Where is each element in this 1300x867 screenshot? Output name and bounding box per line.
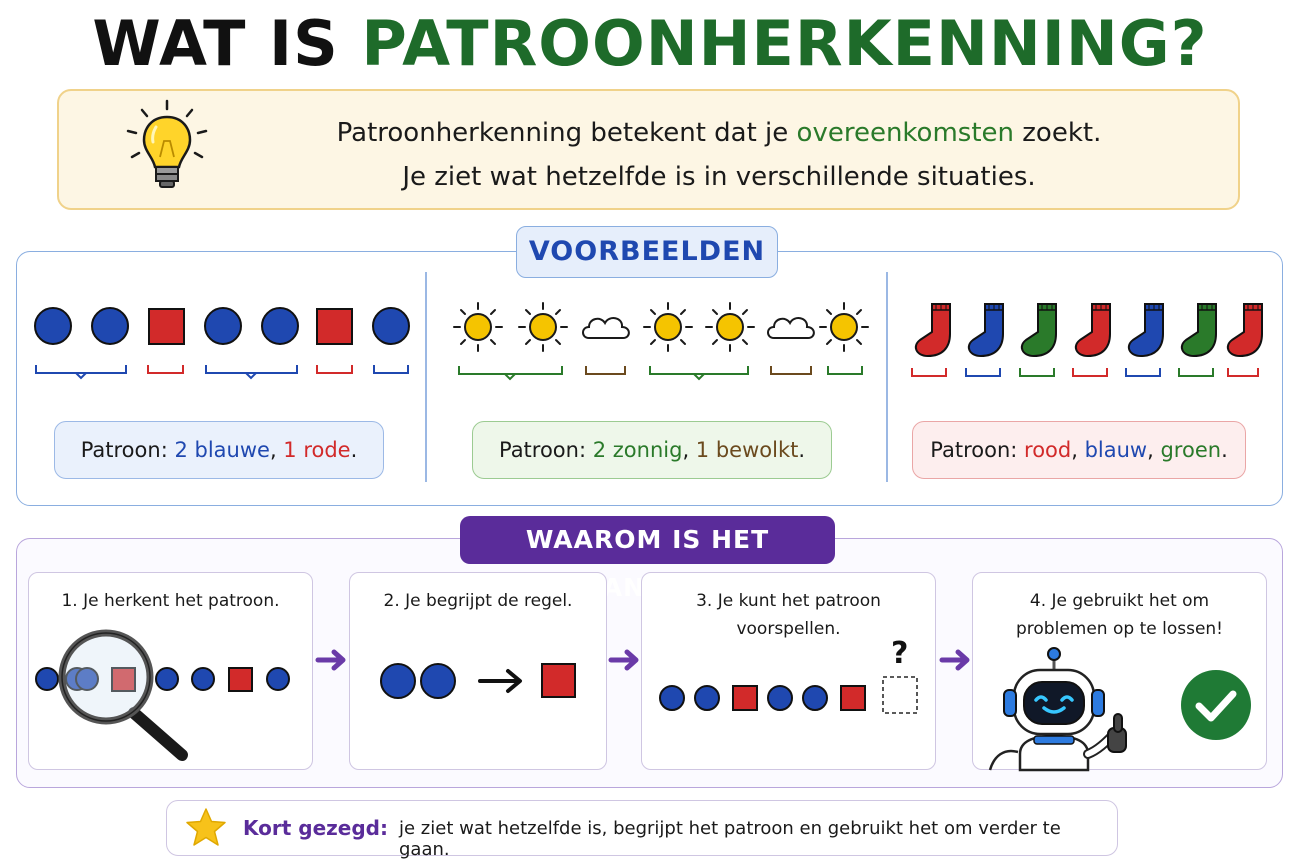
sun-icon — [644, 303, 692, 351]
definition-line-1-start: Patroonherkenning betekent dat je — [336, 118, 797, 148]
summary-label: Kort gezegd: — [243, 816, 388, 840]
pattern-prefix: Patroon: — [80, 438, 175, 462]
pattern-separator: , — [1147, 438, 1161, 462]
blue-circle — [373, 308, 409, 344]
definition-highlight: overeenkomsten — [796, 118, 1015, 148]
step-3-line-1: 3. Je kunt het patroon — [696, 591, 881, 611]
sock-icon — [969, 304, 1003, 356]
step-4-line-1: 4. Je gebruikt het om — [1029, 591, 1210, 611]
definition-line-1 — [259, 111, 1179, 155]
step-3-line-2: voorspellen. — [736, 619, 841, 639]
step-2-text — [350, 587, 606, 615]
sock-icon — [1228, 304, 1262, 356]
arrow-right-icon — [480, 671, 520, 691]
step-3-illustration — [658, 680, 928, 718]
pattern-cloudy-count: 1 bewolkt — [695, 438, 799, 462]
step-3-text — [642, 587, 935, 643]
weather-sequence — [450, 298, 870, 388]
pattern-prefix: Patroon: — [930, 438, 1025, 462]
sock-icon — [1129, 304, 1163, 356]
pattern-end: . — [1221, 438, 1228, 462]
pattern-blue: blauw — [1084, 438, 1148, 462]
pattern-label-shapes — [54, 421, 384, 479]
arrow-right-icon — [316, 648, 348, 672]
pattern-end: . — [798, 438, 806, 462]
shape-sequence — [30, 305, 420, 385]
sock-icon — [1076, 304, 1110, 356]
question-mark: ? — [891, 636, 909, 671]
summary-text: je ziet wat hetzelfde is, begrijpt het patroon en gebruikt het om verder te gaan. — [399, 818, 1061, 860]
pattern-end: . — [350, 438, 358, 462]
step-4-line-2: problemen op te lossen! — [1016, 619, 1223, 639]
magnifier-icon — [62, 633, 182, 755]
definition-box — [57, 89, 1240, 210]
examples-heading: VOORBEELDEN — [516, 226, 778, 278]
step-4-text — [973, 587, 1266, 643]
sun-icon — [454, 303, 502, 351]
step-2-illustration — [380, 660, 580, 704]
pattern-separator: , — [682, 438, 696, 462]
red-square — [149, 309, 184, 344]
definition-line-2: Je ziet wat hetzelfde is in verschillende situaties. — [402, 162, 1036, 192]
pattern-red: rood — [1024, 438, 1072, 462]
blue-circle — [92, 308, 128, 344]
blue-circle — [262, 308, 298, 344]
checkmark-icon — [1180, 669, 1252, 741]
pattern-green: groen — [1160, 438, 1222, 462]
definition-line-1-end: zoekt. — [1014, 118, 1102, 148]
step-1-line-1: 1. Je herkent het patroon. — [61, 591, 280, 611]
pattern-red-count: 1 rode — [283, 438, 351, 462]
summary-box — [166, 800, 1118, 860]
sun-icon — [820, 303, 868, 351]
step-2-line-1: 2. Je begrijpt de regel. — [383, 591, 573, 611]
sock-icon — [916, 304, 950, 356]
step-1-text — [29, 587, 312, 615]
step-1-illustration — [34, 625, 306, 765]
step-card-3 — [641, 572, 936, 770]
arrow-right-icon — [940, 648, 972, 672]
sock-sequence — [908, 300, 1270, 385]
pattern-separator: , — [269, 438, 284, 462]
star-icon — [185, 807, 227, 849]
cloud-icon — [768, 318, 814, 338]
examples-divider-1 — [425, 272, 427, 482]
sun-icon — [519, 303, 567, 351]
title-part-2: PATROONHERKENNING? — [361, 7, 1208, 80]
cloud-icon — [583, 318, 629, 338]
pattern-blue-count: 2 blauwe — [174, 438, 270, 462]
why-heading: WAAROM IS HET — [460, 516, 835, 564]
arrow-right-icon — [609, 648, 641, 672]
blue-circle — [205, 308, 241, 344]
pattern-sunny-count: 2 zonnig — [592, 438, 683, 462]
blue-circle — [35, 308, 71, 344]
sock-icon — [1182, 304, 1216, 356]
lightbulb-icon — [120, 97, 214, 197]
sock-icon — [1022, 304, 1056, 356]
pattern-prefix: Patroon: — [498, 438, 593, 462]
sun-icon — [706, 303, 754, 351]
title-part-1: WAT IS — [92, 7, 362, 80]
page-title — [0, 8, 1300, 80]
pattern-label-weather — [472, 421, 832, 479]
definition-text — [259, 111, 1179, 199]
examples-divider-2 — [886, 272, 888, 482]
robot-icon — [990, 644, 1140, 770]
pattern-label-socks — [912, 421, 1246, 479]
pattern-separator: , — [1071, 438, 1085, 462]
red-square — [317, 309, 352, 344]
